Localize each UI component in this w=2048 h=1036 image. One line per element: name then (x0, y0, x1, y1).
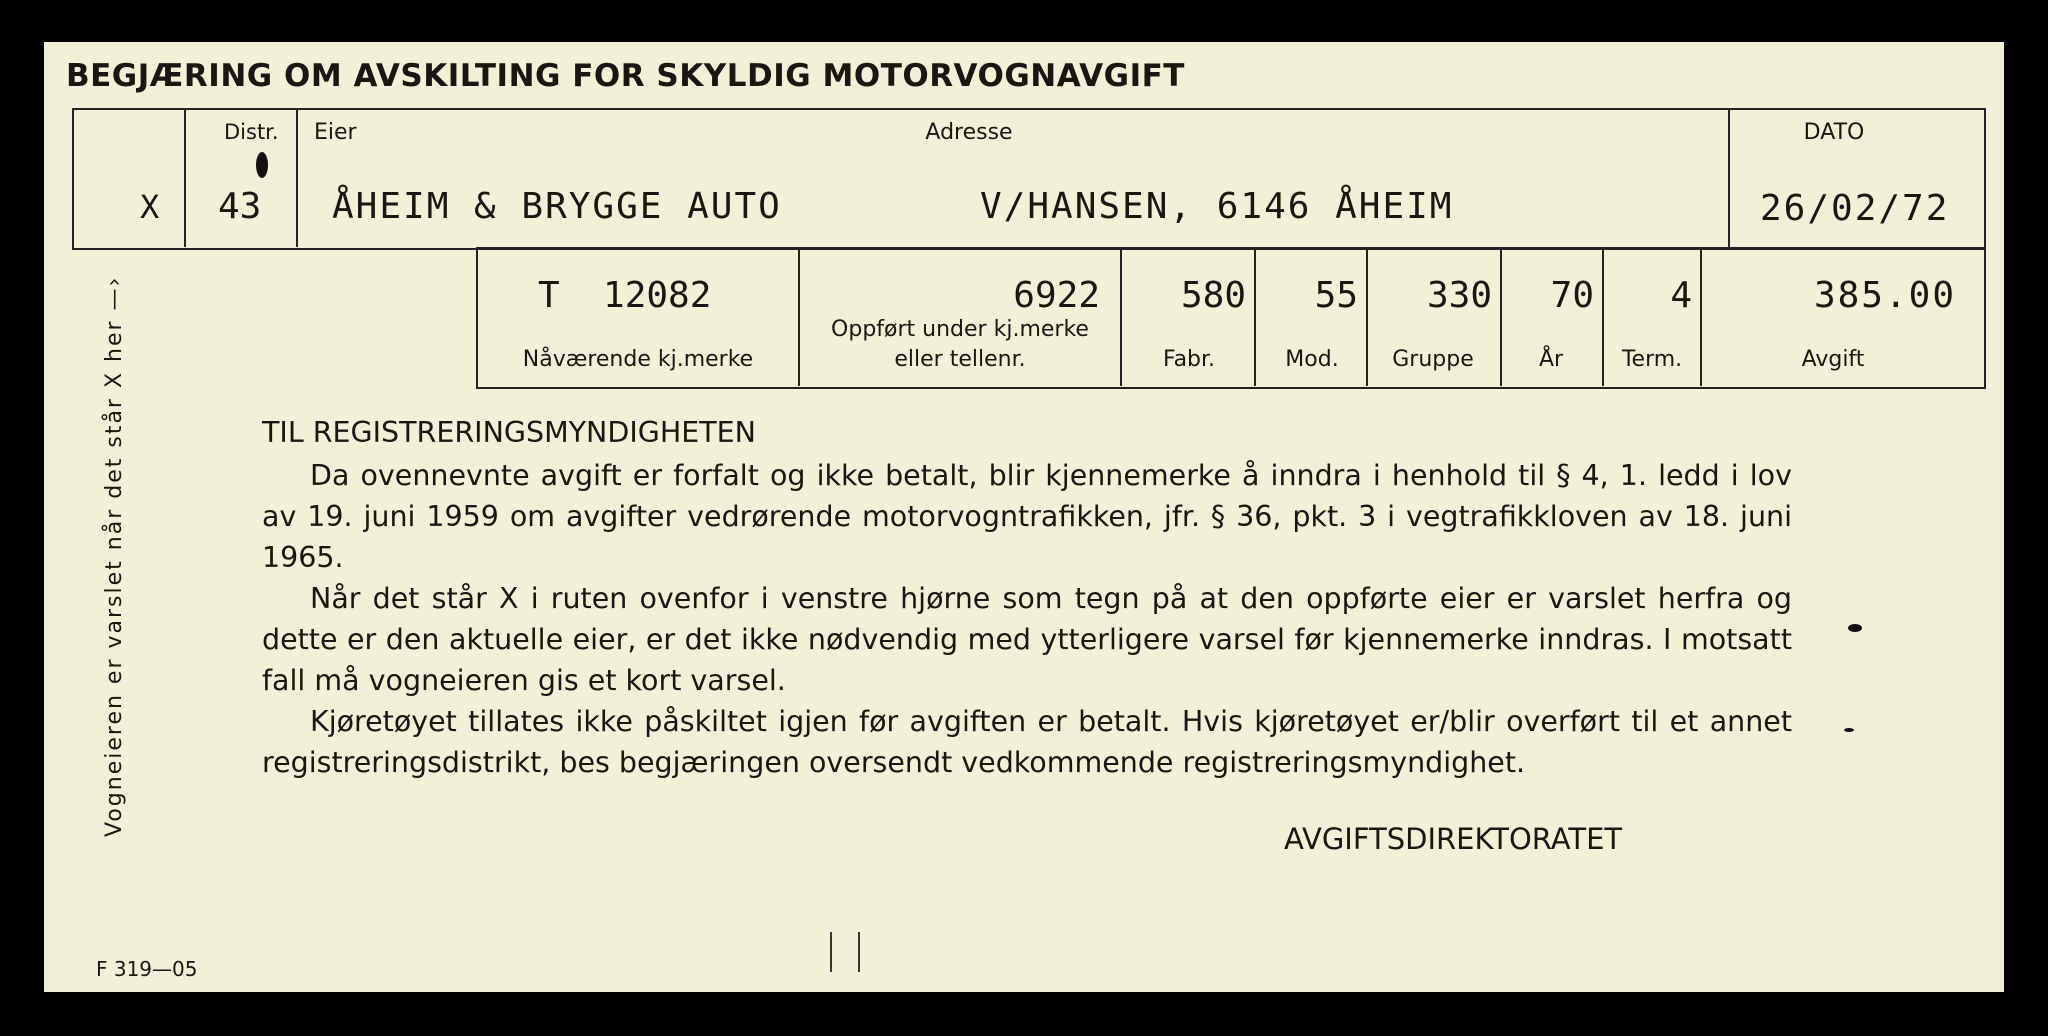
kjennemerke-label: Nåværende kj.merke (522, 347, 754, 372)
tellenr-label-1: Oppført under kj.merke (831, 317, 1089, 342)
form-title: BEGJÆRING OM AVSKILTING FOR SKYLDIG MOTORVOGNAVGIFT (66, 58, 1185, 94)
paragraph-transfer: Kjøretøyet tillates ikke påskiltet igjen før avgiften er betalt. Hvis kjøretøyet er/blir overført til et annet registreringsdistrikt, bes begjæringen oversendt vedkommende registreringsmyndighet. (262, 705, 1792, 779)
avgift-value: 385.00 (1813, 275, 1956, 316)
signature: AVGIFTSDIREKTORATET (1284, 822, 1623, 856)
ink-smudge (256, 152, 268, 178)
dato-value: 26/02/72 (1760, 188, 1950, 229)
tellenr-value: 6922 (1013, 275, 1100, 316)
fabr-value: 580 (1180, 275, 1246, 316)
ar-value: 70 (1550, 275, 1594, 316)
paragraph-notification: Når det står X i ruten ovenfor i venstre hjørne som tegn på at den oppførte eier er varslet herfra og dette er den aktuelle eier, er det ikke nødvendig med ytterligere varsel før kjennemerke inndras. I motsatt fall må vogneieren gis et kort varsel. (262, 582, 1792, 697)
ar-label: År (1538, 347, 1564, 372)
term-label: Term. (1621, 347, 1683, 372)
mod-label: Mod. (1285, 347, 1339, 372)
term-value: 4 (1670, 275, 1692, 316)
gruppe-value: 330 (1426, 275, 1492, 316)
perforation-mark (858, 932, 860, 972)
vehicle-row (476, 247, 1986, 389)
ink-dot (1848, 624, 1862, 632)
form-document (44, 42, 2004, 992)
eier-label: Eier (314, 120, 357, 145)
distr-label: Distr. (224, 120, 279, 144)
tellenr-label-2: eller tellenr. (894, 347, 1026, 372)
mod-value: 55 (1314, 275, 1358, 316)
notice-body (262, 412, 1792, 783)
dato-label: DATO (1803, 120, 1865, 145)
recipient-heading: TIL REGISTRERINGSMYNDIGHETEN (262, 416, 756, 449)
adresse-value: V/HANSEN, 6146 ÅHEIM (980, 186, 1454, 227)
paragraph-legal-basis: Da ovennevnte avgift er forfalt og ikke betalt, blir kjennemerke å inndra i henhold til § 4, 1. ledd i lov av 19. juni 1959 om avgifter vedrørende motorvogntrafikken, jfr. § 36, pkt. 3 i vegtrafikkloven av 18. juni 1965. (262, 459, 1792, 574)
ink-dot (1844, 728, 1854, 732)
distr-value: 43 (218, 186, 262, 227)
eier-value: ÅHEIM & BRYGGE AUTO (332, 186, 782, 227)
owner-row (72, 108, 1986, 250)
notified-mark: X (140, 188, 160, 226)
form-number: F 319—05 (96, 957, 198, 981)
gruppe-label: Gruppe (1392, 347, 1474, 372)
kjennemerke-value: T 12082 (538, 275, 712, 316)
perforation-mark (830, 932, 832, 972)
fabr-label: Fabr. (1162, 347, 1216, 372)
avgift-label: Avgift (1801, 347, 1865, 372)
side-note: Vogneieren er varslet når det står X her —› (102, 275, 127, 837)
adresse-label: Adresse (925, 120, 1013, 145)
